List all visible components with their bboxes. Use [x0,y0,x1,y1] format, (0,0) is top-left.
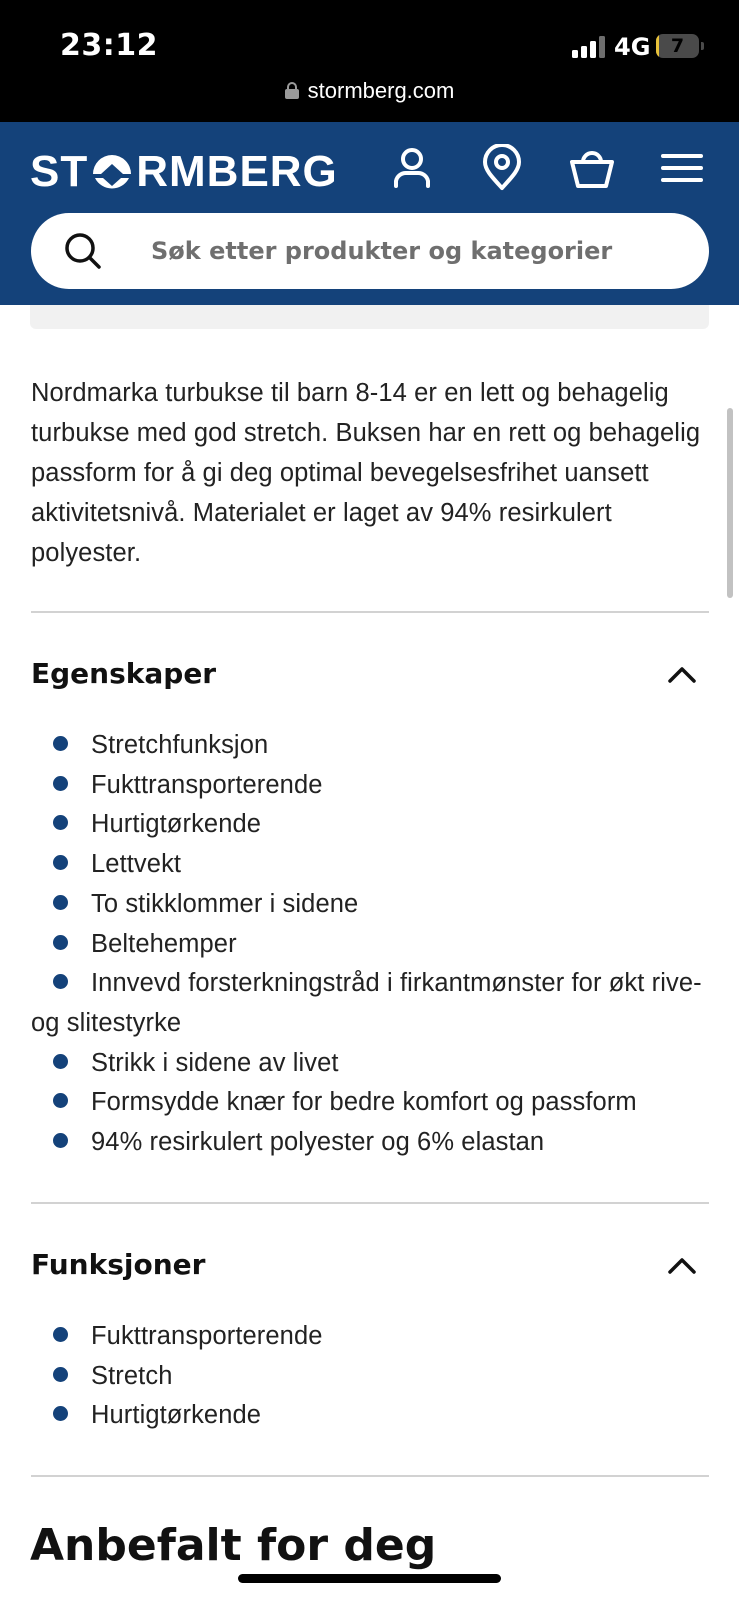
stormberg-logo[interactable] [30,148,338,196]
url-text: stormberg.com [307,78,455,103]
list-item: Stretchfunksjon [31,726,721,766]
search-bar[interactable] [31,213,709,289]
product-description: Nordmarka turbukse til barn 8-14 er en lett og behagelig turbukse med god stretch. Buksen har en rett og behagelig passform for å gi deg optimal bevegelsesfrihet uansett aktivitetsnivå. Materialet er laget av 94% resirkulert polyester. [31,379,701,567]
list-item: Stretch [31,1357,721,1397]
list-item: Fukttransporterende [31,1317,721,1357]
lock-icon [285,82,299,99]
network-type: 4G [614,33,651,61]
search-input[interactable] [151,213,691,289]
list-item: Hurtigtørkende [31,1396,721,1436]
egenskaper-list [31,726,721,1163]
search-icon [63,231,103,271]
status-time: 23:12 [60,28,158,63]
list-item: 94% resirkulert polyester og 6% elastan [31,1123,721,1163]
location-pin-icon[interactable] [478,144,526,192]
list-item: Fukttransporterende [31,766,721,806]
logo-mountain-icon [89,152,135,192]
list-item: Innvevd forsterkningstråd i firkantmønster for økt rive- og slitestyrke [31,964,721,1043]
section-title-funksjoner[interactable]: Funksjoner [31,1248,206,1281]
chevron-up-icon[interactable] [666,1253,698,1277]
status-bar [0,0,739,122]
list-item: Formsydde knær for bedre komfort og passform [31,1083,721,1123]
battery-level: 7 [670,35,685,57]
chevron-up-icon[interactable] [666,662,698,686]
scrollbar[interactable] [727,408,733,598]
shopping-bag-icon[interactable] [568,144,616,192]
menu-icon[interactable] [658,144,706,192]
divider [31,1475,709,1477]
divider [31,1202,709,1204]
list-item: Lettvekt [31,845,721,885]
site-header [0,122,739,305]
battery-cap [701,42,704,50]
divider [31,611,709,613]
logo-text-left: ST [30,147,89,196]
section-title-egenskaper[interactable]: Egenskaper [31,657,217,690]
list-item: To stikklommer i sidene [31,885,721,925]
logo-text-right: RMBERG [136,147,338,196]
recommended-title: Anbefalt for deg [30,1520,437,1571]
gallery-bottom-edge [30,305,709,329]
home-indicator[interactable] [238,1574,501,1583]
cellular-signal-icon [572,36,606,58]
address-bar[interactable] [0,78,739,104]
user-icon[interactable] [388,144,436,192]
list-item: Strikk i sidene av livet [31,1044,721,1084]
battery-icon [656,34,699,58]
list-item: Hurtigtørkende [31,805,721,845]
list-item: Beltehemper [31,925,721,965]
funksjoner-list [31,1317,721,1436]
